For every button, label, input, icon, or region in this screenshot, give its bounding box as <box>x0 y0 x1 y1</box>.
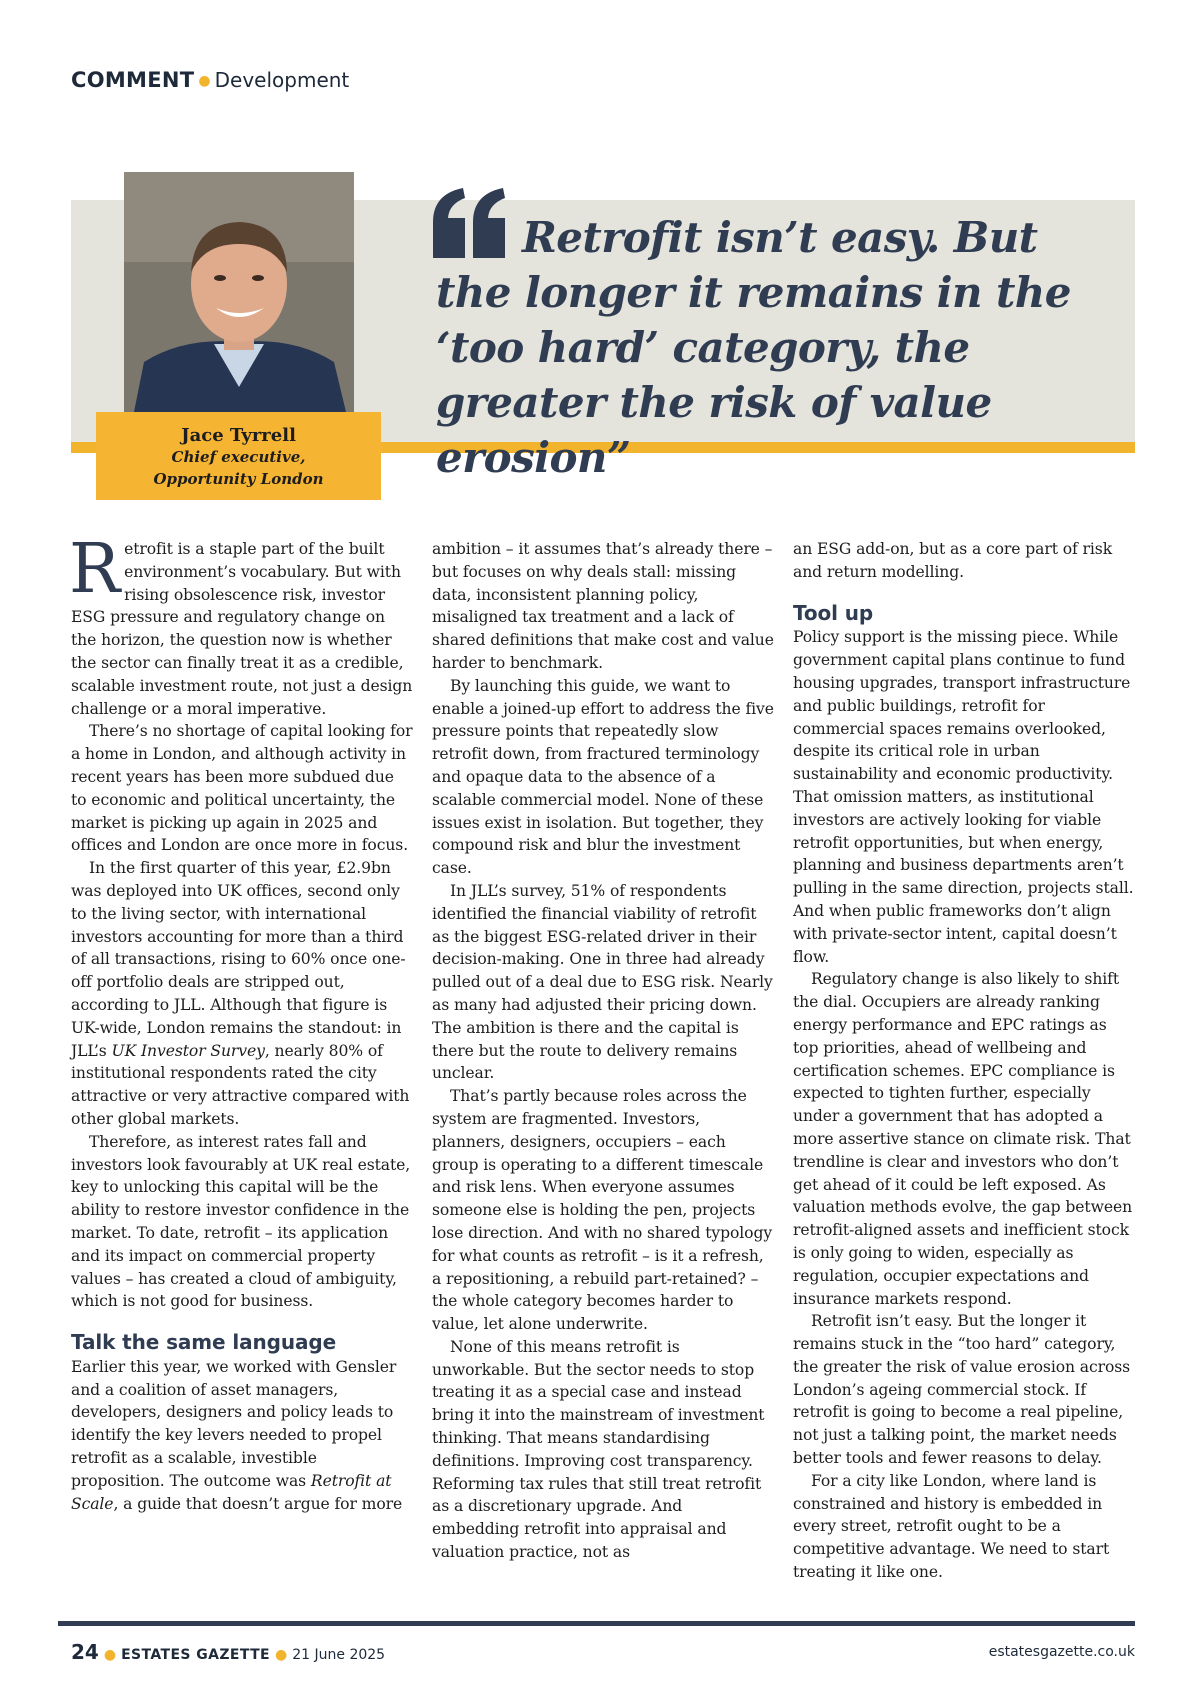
paragraph: In the first quarter of this year, £2.9bn was deployed into UK offices, second only to the living sector, with international investors accounting for more than a third of all transactions, rising to 60% once one-off portfolio deals are stripped out, according to JLL. Although that figure is UK-wide, London remains the standout: in JLL’s UK Investor Survey, nearly 80% of institutional respondents rated the city attractive or very attractive compared with other global markets. <box>71 859 410 1128</box>
section-label: COMMENT <box>71 68 195 92</box>
paragraph: That’s partly because roles across the system are fragmented. Investors, planners, designers, occupiers – each group is operating to a different timescale and risk lens. When everyone assumes someone else is holding the pen, projects lose direction. And with no shared typology for what counts as retrofit – is it a refresh, a repositioning, a rebuild part-retained? – the whole category becomes harder to value, let alone underwrite. <box>432 1087 773 1334</box>
article-column-2 <box>432 538 774 1584</box>
author-name: Jace Tyrrell <box>181 425 296 446</box>
separator-dot: ● <box>275 1647 288 1663</box>
page-number: 24 <box>71 1640 99 1664</box>
paragraph: None of this means retrofit is unworkable. But the sector needs to stop treating it as a special case and instead bring it into the mainstream of investment thinking. That means standardising definitions. Improving cost transparency. Reforming tax rules that still treat retrofit as a discretionary upgrade. And embedding retrofit into appraisal and valuation practice, not as <box>432 1337 765 1562</box>
paragraph: Policy support is the missing piece. While government capital plans continue to fund housing upgrades, transport infrastructure and public buildings, retrofit for commercial spaces remains overlooked, despite its critical role in urban sustainability and economic productivity. That omission matters, as institutional investors are actively looking for viable retrofit opportunities, but when energy, planning and business departments aren’t pulling in the same direction, projects stall. And when public frameworks don’t align with private-sector intent, capital doesn’t flow. <box>793 628 1134 966</box>
author-photo <box>124 172 354 412</box>
paragraph: In JLL’s survey, 51% of respondents identified the financial viability of retrofit as the biggest ESG-related driver in their decision-making. One in three had already pulled out of a deal due to ESG risk. Nearly as many had adjusted their pricing down. The ambition is there and the capital is there but the route to delivery remains unclear. <box>432 881 773 1083</box>
paragraph: Earlier this year, we worked with Gensler and a coalition of asset managers, developers, designers and policy leads to identify the key levers needed to propel retrofit as a scalable, investible proposition. The outcome was Retrofit at Scale, a guide that doesn’t argue for more <box>71 1357 403 1513</box>
paragraph: ambition – it assumes that’s already there – but focuses on why deals stall: missing data, inconsistent planning policy, misaligned tax treatment and a lack of shared definitions that make cost and value harder to benchmark. <box>432 540 774 672</box>
separator-dot: ● <box>198 73 211 89</box>
paragraph: Retrofit isn’t easy. But the longer it remains stuck in the “too hard” category, the greater the risk of value erosion across London’s ageing commercial stock. If retrofit is going to become a real pipeline, not just a talking point, the market needs better tools and fewer reasons to delay. <box>793 1312 1131 1468</box>
section-header <box>71 68 349 92</box>
pull-quote-text: Retrofit isn’t easy. But the longer it remains in the ‘too hard’ category, the greater the risk of value erosion” <box>436 213 1071 482</box>
article-body <box>69 530 1135 1584</box>
footer-rule <box>58 1621 1135 1626</box>
paragraph: There’s no shortage of capital looking for a home in London, and although activity in recent years has been more subdued due to economic and political uncertainty, the market is picking up again in 2025 and offices and London are once more in focus. <box>71 722 413 855</box>
author-role-line1: Chief executive, <box>171 448 306 466</box>
article-column-1 <box>69 530 413 1584</box>
publication-name: ESTATES GAZETTE <box>121 1647 271 1663</box>
author-role-line2: Opportunity London <box>153 470 324 488</box>
paragraph: an ESG add-on, but as a core part of risk and return modelling. <box>793 540 1113 581</box>
subheading: Talk the same language <box>71 1330 337 1355</box>
subheading: Tool up <box>793 600 874 625</box>
drop-cap: R <box>69 530 121 609</box>
website-link[interactable]: estatesgazette.co.uk <box>988 1644 1135 1660</box>
author-caption <box>96 412 381 500</box>
paragraph: By launching this guide, we want to enable a joined-up effort to address the five pressure points that repeatedly slow retrofit down, from fractured terminology and opaque data to the absence of a scalable commercial model. None of these issues exist in isolation. But together, they compound risk and blur the investment case. <box>432 676 774 878</box>
footer-folio <box>71 1640 385 1664</box>
paragraph: Regulatory change is also likely to shift the dial. Occupiers are already ranking energy performance and EPC ratings as top priorities, ahead of wellbeing and certification schemes. EPC compliance is expected to tighten further, especially under a government that has adopted a more assertive stance on climate risk. That trendline is clear and investors who don’t get ahead of it could be left exposed. As valuation methods evolve, the gap between retrofit-aligned assets and inefficient stock is only going to widen, especially as regulation, occupier expectations and insurance markets respond. <box>793 970 1133 1308</box>
article-column-3 <box>793 538 1135 1584</box>
paragraph: Therefore, as interest rates fall and investors look favourably at UK real estate, key to unlocking this capital will be the ability to restore investor confidence in the market. To date, retrofit – its application and its impact on commercial property values – has created a cloud of ambiguity, which is not good for business. <box>71 1132 411 1311</box>
paragraph: Retrofit is a staple part of the built environment’s vocabulary. But with rising obsolescence risk, investor ESG pressure and regulatory change on the horizon, the question now is whether the sector can finally treat it as a credible, scalable investment route, not just a design challenge or a moral imperative. <box>69 530 413 718</box>
subsection-label: Development <box>214 68 350 92</box>
separator-dot: ● <box>103 1647 117 1663</box>
issue-date: 21 June 2025 <box>292 1647 386 1663</box>
paragraph: For a city like London, where land is constrained and history is embedded in every street, retrofit ought to be a competitive advantage. We need to start treating it like one. <box>793 1471 1110 1582</box>
